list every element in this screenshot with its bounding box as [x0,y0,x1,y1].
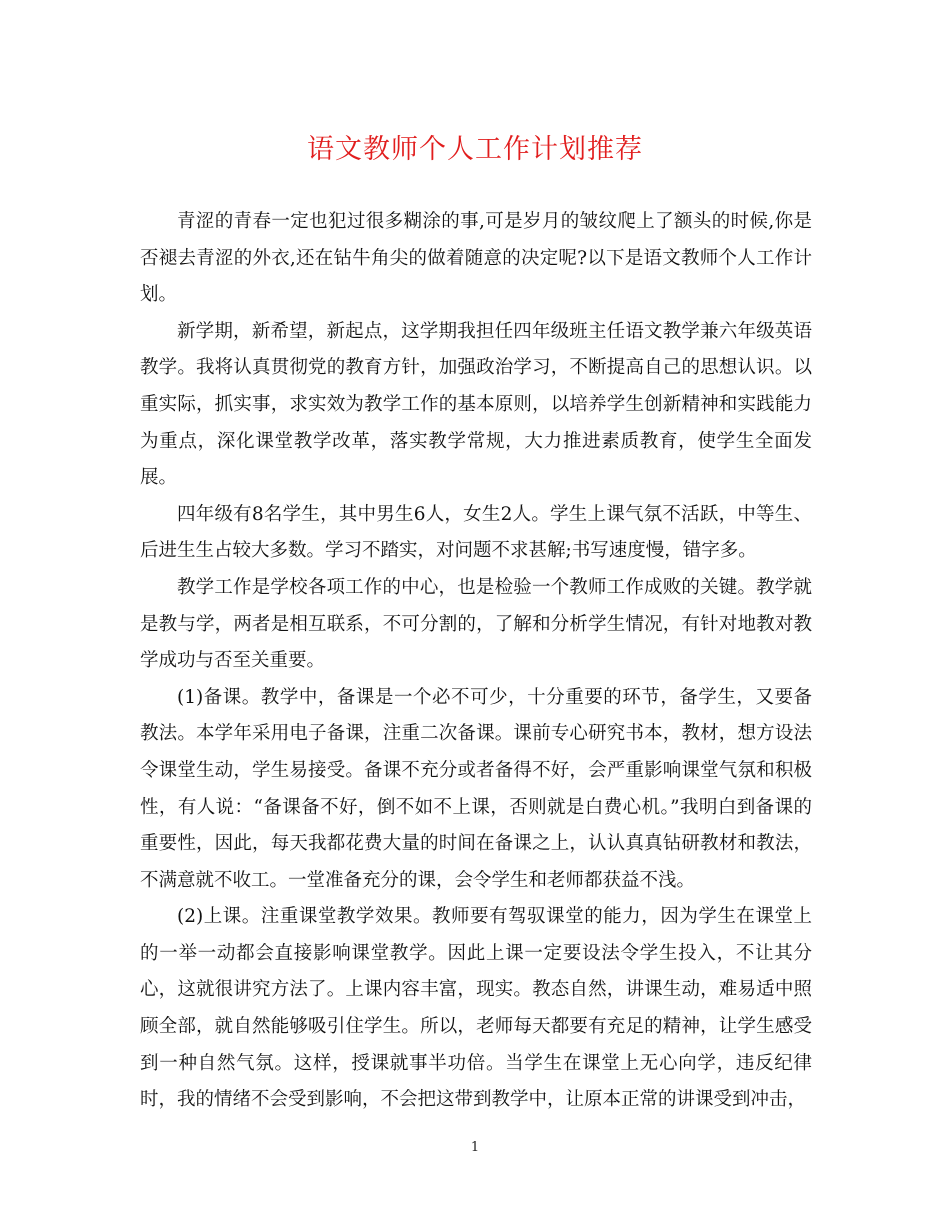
paragraph-new-term: 新学期，新希望，新起点，这学期我担任四年级班主任语文教学兼六年级英语教学。我将认真贯彻党的教育方针，加强政治学习，不断提高自己的思想认识。以重实际，抓实事，求实效为教学工作的基本原则，以培养学生创新精神和实践能力为重点，深化课堂教学改革，落实教学常规，大力推进素质教育，使学生全面发展。 [140,320,812,489]
paragraph-teaching-core: 教学工作是学校各项工作的中心，也是检验一个教师工作成败的关键。教学就是教与学，两者是相互联系，不可分割的，了解和分析学生情况，有针对地教对教学成功与否至关重要。 [140,576,812,672]
paragraph-lesson-prep: (1)备课。教学中，备课是一个必不可少，十分重要的环节，备学生，又要备教法。本学年采用电子备课，注重二次备课。课前专心研究书本，教材，想方设法令课堂生动，学生易接受。备课不充分或者备得不好，会严重影响课堂气氛和积极性，有人说：“备课备不好，倒不如不上课，否则就是白费心机。”我明白到备课的重要性，因此，每天我都花费大量的时间在备课之上，认认真真钻研教材和教法，不满意就不收工。一堂准备充分的课，会令学生和老师都获益不浅。 [140,686,812,891]
paragraph-intro: 青涩的青春一定也犯过很多糊涂的事,可是岁月的皱纹爬上了额头的时候,你是否褪去青涩的外衣,还在钻牛角尖的做着随意的决定呢?以下是语文教师个人工作计划。 [140,211,812,306]
page-number: 1 [470,1140,480,1155]
page-title: 语文教师个人工作计划推荐 [307,134,643,165]
paragraph-students: 四年级有8名学生，其中男生6人，女生2人。学生上课气氛不活跃，中等生、后进生生占较大多数。学习不踏实，对问题不求甚解;书写速度慢，错字多。 [140,503,812,562]
document-body [140,204,812,1119]
paragraph-classroom: (2)上课。注重课堂教学效果。教师要有驾驭课堂的能力，因为学生在课堂上的一举一动都会直接影响课堂教学。因此上课一定要设法令学生投入，不让其分心，这就很讲究方法了。上课内容丰富，现实。教态自然，讲课生动，难易适中照顾全部，就自然能够吸引住学生。所以，老师每天都要有充足的精神，让学生感受到一种自然气氛。这样，授课就事半功倍。当学生在课堂上无心向学，违反纪律时，我的情绪不会受到影响，不会把这带到教学中，让原本正常的讲课受到冲击， [140,906,812,1111]
